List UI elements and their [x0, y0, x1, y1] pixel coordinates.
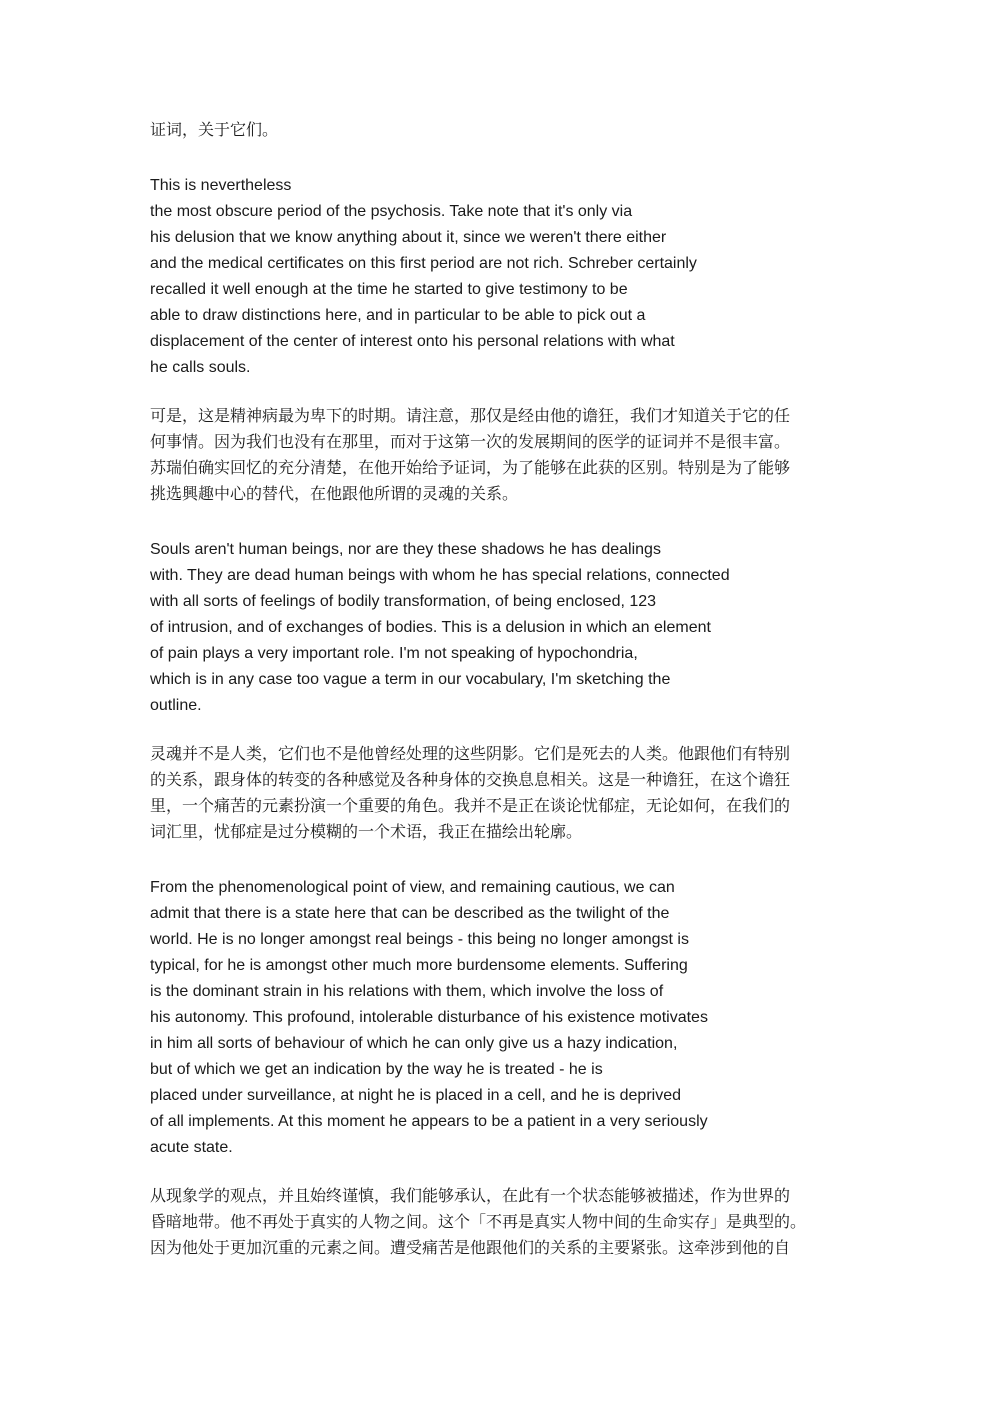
- text-line: 何事情。因为我们也没有在那里，而对于这第一次的发展期间的医学的证词并不是很丰富。: [150, 432, 791, 451]
- text-line: but of which we get an indication by the way he is treated - he is: [150, 1061, 603, 1078]
- text-line: his delusion that we know anything about it, since we weren't there either: [150, 229, 667, 246]
- text-line: acute state.: [150, 1139, 233, 1156]
- text-line: 的关系，跟身体的转变的各种感觉及各种身体的交换息息相关。这是一种谵狂，在这个谵狂: [150, 770, 791, 789]
- text-line: 里，一个痛苦的元素扮演一个重要的角色。我并不是正在谈论忧郁症，无论如何，在我们的: [150, 796, 791, 815]
- text-line: displacement of the center of interest onto his personal relations with what: [150, 333, 675, 350]
- text-line: placed under surveillance, at night he is placed in a cell, and he is deprived: [150, 1087, 681, 1104]
- text-line: the most obscure period of the psychosis. Take note that it's only via: [150, 203, 633, 220]
- text-line: 灵魂并不是人类，它们也不是他曾经处理的这些阴影。它们是死去的人类。他跟他们有特别: [150, 744, 791, 763]
- text-line: able to draw distinctions here, and in particular to be able to pick out a: [150, 307, 646, 324]
- text-line: typical, for he is amongst other much more burdensome elements. Suffering: [150, 957, 688, 974]
- text-line: which is in any case too vague a term in our vocabulary, I'm sketching the: [150, 671, 671, 688]
- text-line: recalled it well enough at the time he started to give testimony to be: [150, 281, 628, 298]
- paragraph-en-souls: [150, 537, 850, 719]
- text-line: 苏瑞伯确实回忆的充分清楚，在他开始给予证词，为了能够在此获的区别。特别是为了能够: [150, 458, 791, 477]
- text-line: 证词，关于它们。: [150, 120, 279, 139]
- text-line: 因为他处于更加沉重的元素之间。遭受痛苦是他跟他们的关系的主要紧张。这牵涉到他的自: [150, 1238, 791, 1257]
- text-line: 挑选興趣中心的替代，在他跟他所谓的灵魂的关系。: [150, 484, 519, 503]
- text-line: his autonomy. This profound, intolerable disturbance of his existence motivates: [150, 1009, 708, 1026]
- text-line: and the medical certificates on this first period are not rich. Schreber certainly: [150, 255, 697, 272]
- text-line: is the dominant strain in his relations with them, which involve the loss of: [150, 983, 664, 1000]
- paragraph-zh-intro: [150, 117, 850, 143]
- text-line: admit that there is a state here that can be described as the twilight of the: [150, 905, 670, 922]
- text-line: of pain plays a very important role. I'm not speaking of hypochondria,: [150, 645, 638, 662]
- text-line: Souls aren't human beings, nor are they these shadows he has dealings: [150, 541, 661, 558]
- paragraph-zh-souls: [150, 741, 850, 845]
- text-line: of intrusion, and of exchanges of bodies. This is a delusion in which an element: [150, 619, 711, 636]
- text-line: of all implements. At this moment he appears to be a patient in a very seriously: [150, 1113, 708, 1130]
- text-line: From the phenomenological point of view, and remaining cautious, we can: [150, 879, 675, 896]
- text-line: in him all sorts of behaviour of which he can only give us a hazy indication,: [150, 1035, 678, 1052]
- text-line: This is nevertheless: [150, 177, 292, 194]
- text-line: 从现象学的观点，并且始终谨慎，我们能够承认，在此有一个状态能够被描述，作为世界的: [150, 1186, 791, 1205]
- text-line: with. They are dead human beings with whom he has special relations, connected: [150, 567, 730, 584]
- paragraph-en-twilight: [150, 875, 850, 1161]
- text-line: world. He is no longer amongst real beings - this being no longer amongst is: [150, 931, 689, 948]
- paragraph-zh-twilight: [150, 1183, 850, 1261]
- text-line: 词汇里，忧郁症是过分模糊的一个术语，我正在描绘出轮廓。: [150, 822, 583, 841]
- paragraph-zh-obscure-period: [150, 403, 850, 507]
- text-line: with all sorts of feelings of bodily transformation, of being enclosed, 123: [150, 593, 657, 610]
- text-line: 昏暗地带。他不再处于真实的人物之间。这个「不再是真实人物中间的生命实存」是典型的。: [150, 1212, 807, 1231]
- text-line: he calls souls.: [150, 359, 251, 376]
- text-line: 可是，这是精神病最为卑下的时期。请注意，那仅是经由他的谵狂，我们才知道关于它的任: [150, 406, 791, 425]
- paragraph-en-obscure-period: [150, 173, 850, 381]
- text-line: outline.: [150, 697, 202, 714]
